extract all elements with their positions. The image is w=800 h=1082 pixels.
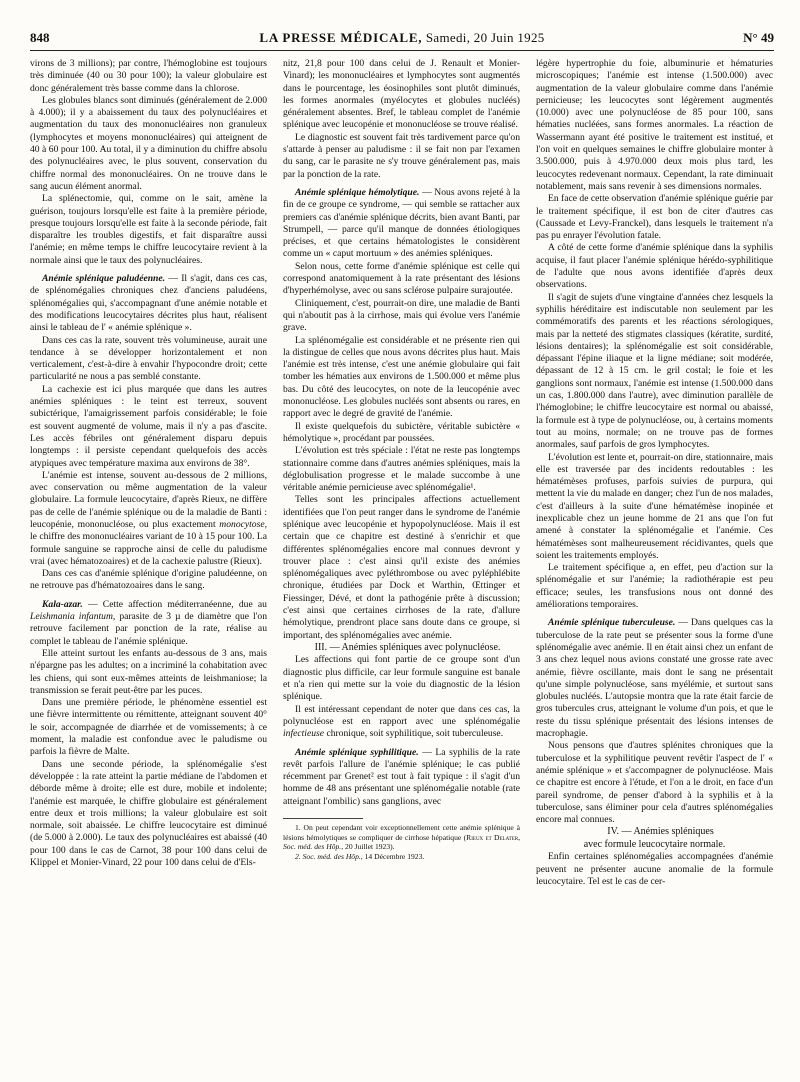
paragraph-text: le chiffre des mononucléaires variant de 10 à 15 pour 100. La formule sanguine se rapproche ainsi de celle du paludisme vrai (avec hématozoaires) et de la cachexie palustre (Rieux). [30,531,267,567]
paragraph: Nous pensons que d'autres splénites chroniques que la tuberculose et la syphilitique peuvent revêtir l'aspect de l' « anémie splénique » et s'accompagner de polynucléose. Mais ce chapitre est encore à l'étude, et l'on a le droit, en face d'un pareil syndrome, de penser d'abord à la syphilis et à la tuberculose, sans éliminer pour cela d'autres splénomégalies encore mal connues. [536,740,773,826]
section-heading-paludeenne: Anémie splénique paludéenne. [42,273,166,285]
paragraph: Telles sont les principales affections actuellement identifiées que l'on peut ranger dans le syndrome de l'anémie splénique avec leucopénie et hypopolynucléose. Mais il est certain que ce chapitre est destiné à s'enrichir et que différentes splénomégalies encore mal connues devront y trouver place : c'est ainsi qu'il existe des anémies splénomégaliques avec pyléthrombose ou avec pyléphlébite chronique, étudiées par Dock et Warthin, Œttinger et Fiessinger, Dévé, et dont la pathogénie prête à discussion; c'est ainsi que certaines cirrhoses de la rate, d'allure hémolytique, prendront place sans doute dans ce groupe, si important, des splénomégalies avec anémie. [283,494,520,641]
paragraph [30,273,267,334]
page-number: 848 [30,30,50,45]
page-header [30,30,774,52]
paragraph: Dans ces cas la rate, souvent très volumineuse, aurait une tendance à se développer horizontalement et non verticalement, c'est-à-dire à envahir l'hypocondre droit; cette particularité ne nous a pas semblé constante. [30,334,267,383]
paragraph: légère hypertrophie du foie, albuminurie et hématuries microscopiques; l'anémie est intense (1.500.000) avec augmentation de la valeur globulaire comme dans l'anémie pernicieuse; les leucocytes sont légèrement augmentés (10.000) avec une polynucléose de 85 pour 100, sans hématies nucléées, sans formes anormales. La réaction de Wassermann ayant été positive le traitement est institué, et l'on voit en quelques semaines le chiffre globulaire monter à 3.500.000, puis à 4.970.000 deux mois plus tard, les leucocytes redevenant normaux. Cependant, la rate diminuait notablement, mais sans revenir à ses dimensions normales. [536,58,773,192]
paragraph: A côté de cette forme d'anémie splénique dans la syphilis acquise, il faut placer l'anémie splénique hérédo-syphilitique de l'adulte que nous avons identifiée d'après deux observations. [536,242,773,291]
column-1 [30,58,267,1070]
paragraph: Il existe quelquefois du subictère, véritable subictère « hémolytique », procédant par poussées. [283,420,520,444]
paragraph: Selon nous, cette forme d'anémie splénique est celle qui correspond anatomiquement à la rate présentant des lésions d'hyperhémolyse, avec ou sans sclérose pulpaire surajoutée. [283,260,520,297]
section-heading-tuberculeuse: Anémie splénique tuberculeuse. [548,617,676,629]
footnote-authors: Rieux et Delater, [466,832,520,842]
paragraph: En face de cette observation d'anémie splénique guérie par le traitement spécifique, il est bon de citer d'autres cas (Caussade et Levy-Franckel), dans lesquels le traitement n'a pas pu enrayer l'évolution fatale. [536,193,773,242]
section-title-iv [536,826,773,851]
paragraph: Dans ces cas d'anémie splénique d'origine paludéenne, on ne retrouve pas d'hématozoaires dans le sang. [30,568,267,592]
paragraph [536,617,773,740]
paragraph: Les globules blancs sont diminués (généralement de 2.000 à 4.000); il y a abaissement du taux des polynucléaires et augmentation du taux des mononucléaires non granuleux (lymphocytes et moyens mononucléaires) qui atteignent de 40 à 60 pour 100. Au total, il y a diminution du chiffre absolu des polynucléaires avec, le plus souvent, conservation du chiffre normal des mononucléaires. On ne trouve dans le sang aucun élément anormal. [30,94,267,192]
paragraph [283,704,520,741]
paragraph: Il s'agit de sujets d'une vingtaine d'années chez lesquels la syphilis héréditaire est indiscutable non seulement par les commémoratifs des parents et les réactions sérologiques, mais par la netteté des stigmates classiques (kératite, surdité, lésions dentaires); la splénomégalie est soit considérable, dépassant l'épine iliaque et la ligne médiane; soit modérée, dépassant de 12 à 15 cm. le gril costal; le foie et les ganglions sont normaux, l'anémie est intense (1.500.000 dans un cas, 1.800.000 dans l'autre), avec diminution parallèle de l'hémoglobine; le chiffre leucocytaire est normal ou abaissé, la formule est à type de polynucléose, ou, à certains moments tout au moins, normale; on ne trouve pas de formes anormales, sauf parfois de gros lymphocytes. [536,291,773,451]
footnote-source: Soc. méd. des Hôp., [283,842,344,852]
issue-number: N° 49 [743,30,774,45]
paragraph: Elle atteint surtout les enfants au-dessous de 3 ans, mais n'épargne pas les adultes; on a incriminé la cohabitation avec les chiens, qui sont eux-mêmes atteints de leishmaniose; la transmission se ferait peut-être par les puces. [30,647,267,696]
section-heading-hemolytique: Anémie splénique hémolytique. [295,186,420,198]
paragraph-text: Il est intéressant cependant de noter que dans ces cas, la polynucléose est en rapport avec une splénomégalie [283,703,520,727]
italic-term: monocytose, [219,518,267,530]
paragraph: Dans une première période, le phénomène essentiel est une fièvre intermittente ou rémittente, atteignant souvent 40° le soir, accompagnée de diarrhée et de vomissements; à ce moment, la maladie est confondue avec le paludisme ou parfois la fièvre de Malte. [30,697,267,758]
footnote-source: 2. Soc. méd. des Hôp., [295,851,363,861]
section-heading-kala-azar: Kala-azar. [42,598,83,610]
paragraph: La splénectomie, qui, comme on le sait, amène la guérison, toujours lorsqu'elle est faite à la première période, presque toujours lorsqu'elle est faite à la seconde période, fait disparaître les troubles digestifs, et fait disparaître aussi l'anémie; en même temps le chiffre leucocytaire revient à la normale ainsi que le taux des polynucléaires. [30,193,267,266]
italic-term: infectieuse [283,728,325,740]
footnote-rule [283,818,363,819]
section-heading-syphilitique: Anémie splénique syphilitique. [295,746,419,758]
paragraph [283,747,520,808]
paragraph [283,187,520,261]
paragraph: La splénomégalie est considérable et ne présente rien qui la distingue de celles que nous avons décrites plus haut. Mais l'anémie est très intense, c'est une anémie globulaire qui fait tomber les hématies aux environs de 1.500.000 et même plus bas. Du côté des leucocytes, on note de la leucopénie avec mononucléose. Les globules nucléés sont absents ou rares, en rapport avec le degré de gravité de l'anémie. [283,334,520,420]
section-title-line: IV. — Anémies spléniques [607,826,714,838]
paragraph-text: — Il s'agit, dans ces cas, de splénomégalies chroniques chez d'anciens paludéens, splénomégalies qui, s'accompagnant d'une anémie notable et des modifications leucocytaires décrites plus haut, réalisent ainsi le tableau de l' « anémie splénique ». [30,273,267,334]
footnote-text: 1. On peut cependant voir exceptionnellement cette anémie splénique à lésions hémolytiques se compliquer de cirrhose hépatique ( [283,823,520,842]
paragraph [30,599,267,648]
paragraph: Cliniquement, c'est, pourrait-on dire, une maladie de Banti qui n'aboutit pas à la cirrhose, mais qui évolue vers l'anémie grave. [283,297,520,334]
paragraph-text: L'anémie est intense, souvent au-dessous de 2 millions, avec conservation ou même augmentation de la valeur globulaire. La formule leucocytaire, d'après Rieux, ne diffère pas de celle de l'anémie splénique ou de la maladie de Banti : leucopénie, mononucléose, ou plus exactement [30,469,267,530]
footnote-1 [283,823,520,852]
paragraph: Le traitement spécifique a, en effet, peu d'action sur la splénomégalie et sur l'anémie; la radiothérapie est peu efficace; seules, les transfusions nous ont donné des améliorations temporaires. [536,562,773,611]
paragraph-text: — Nous avons rejeté à la fin de ce groupe ce syndrome, — qui semble se rattacher aux premiers cas d'anémie splénique décrits, bien avant Banti, par Strumpell, — parce qu'il manque de données étiologiques précises, et que certains hématologistes le considèrent comme un « caput mortuum » des anémies spléniques. [283,186,520,260]
paragraph: L'évolution est lente et, pourrait-on dire, stationnaire, mais elle est traversée par des incidents redoutables : les hématémèses profuses, parfois suivies de purpura, qui mettent la vie du malade en danger; chez l'un de nos malades, c'est d'ailleurs à la suite d'une hématémèse inopinée et inexplicable chez un jeune homme de 21 ans que l'on fut amené à constater la splénomégalie et l'anémie. Ces hématémèses sont malheureusement récidivantes, quels que soient les traitements employés. [536,451,773,561]
footnote-2 [283,852,520,862]
paragraph [30,470,267,568]
paragraph: Le diagnostic est souvent fait très tardivement parce qu'on s'attarde à penser au paludisme : il se fait non par l'examen du sang, car le parasite ne s'y trouve généralement pas, mais par la ponction de la rate. [283,131,520,180]
journal-name: LA PRESSE MÉDICALE, [259,30,423,45]
header-rule [30,50,774,51]
issue-date: Samedi, 20 Juin 1925 [425,30,545,45]
paragraph: Les affections qui font partie de ce groupe sont d'un diagnostic plus difficile, car leur formule sanguine est banale et n'a rien qui mette sur la voie du diagnostic de la lésion splénique. [283,654,520,703]
column-3 [536,58,773,1070]
section-title-iii: III. — Anémies spléniques avec polynucléose. [314,641,501,653]
italic-term: Leishmania infantum, [30,611,116,623]
running-title [30,30,774,46]
paragraph: La cachexie est ici plus marquée que dans les autres anémies spléniques : le teint est terreux, souvent subictérique, l'amaigrissement parfois considérable; le foie est souvent augmenté de volume, mais il n'y a pas d'ascite. Les accès fébriles ont généralement disparu depuis longtemps : il persiste cependant quelquefois des accès atypiques avec température maxima aux environs de 38°. [30,383,267,469]
paragraph-text: — Dans quelques cas la tuberculose de la rate peut se présenter sous la forme d'une splénomégalie avec anémie. Il en était ainsi chez un enfant de 3 ans chez lequel nous avions constaté une grosse rate avec anémie, fièvre oscillante, mais dont le sang ne présentait qu'une simple polynucléose, sans myélémie, et surtout sans globules nucléés. L'autopsie montra que la rate était farcie de gros tubercules crus, atteignant le volume d'un pois, et que le reste du tissu splénique présentait des lésions intenses de macrophagie. [536,617,773,740]
paragraph-text: parasite de 3 µ de diamètre que l'on retrouve facilement par ponction de la rate, réalise au complet le tableau de l'anémie splénique. [30,611,267,647]
paragraph-text: — Cette affection méditerranéenne, due au [88,598,267,610]
paragraph-text: chronique, soit syphilitique, soit tuberculeuse. [326,728,504,740]
footnote-text: 14 Décembre 1923. [364,851,425,861]
column-2 [283,58,520,1070]
paragraph-text: — La syphilis de la rate revêt parfois l'allure de l'anémie splénique; le cas publié récemment par Grenet² est tout à fait typique : il s'agit d'un homme de 48 ans présentant une splénomégalie notable (rate atteignant l'ombilic) sans ganglions, avec [283,746,520,807]
section-title-line: avec formule leucocytaire normale. [583,838,726,850]
paragraph: L'évolution est très spéciale : l'état ne reste pas longtemps stationnaire comme dans d'autres anémies spléniques, mais la déglobulisation progresse et le malade succombe à une véritable anémie pernicieuse avec splénomégalie¹. [283,445,520,494]
paragraph: Enfin certaines splénomégalies accompagnées d'anémie peuvent ne présenter aucune anomalie de la formule leucocytaire. Tel est le cas de cer- [536,851,773,887]
paragraph: nitz, 21,8 pour 100 dans celui de J. Renault et Monier-Vinard); les mononucléaires et lymphocytes sont augmentés dans le pourcentage, les éosinophiles sont plutôt diminués, les formes anormales (myélocytes et globules nucléés) généralement absentes. Bref, le tableau complet de l'anémie splénique avec leucopénie et mononucléose se trouve réalisé. [283,58,520,131]
footnote-text: 20 Juillet 1923). [345,842,395,852]
paragraph: Dans une seconde période, la splénomégalie s'est développée : la rate atteint la partie médiane de l'abdomen et déborde même à droite; elle est dure, mobile et indolente; l'anémie est marquée, le chiffre globulaire est généralement entre deux et trois millions; la valeur globulaire est soit normale, soit abaissée. Le chiffre leucocytaire est diminué (de 5.000 à 2.000). Le taux des polynucléaires est abaissé (40 pour 100 dans le cas de Carnot, 38 pour 100 dans celui de Klippel et Monier-Vinard, 22 pour 100 dans celui de d'Els- [30,758,267,868]
paragraph: virons de 3 millions); par contre, l'hémoglobine est toujours très diminuée (40 ou 30 pour 100); la valeur globulaire est donc généralement très basse comme dans la chlorose. [30,58,267,94]
